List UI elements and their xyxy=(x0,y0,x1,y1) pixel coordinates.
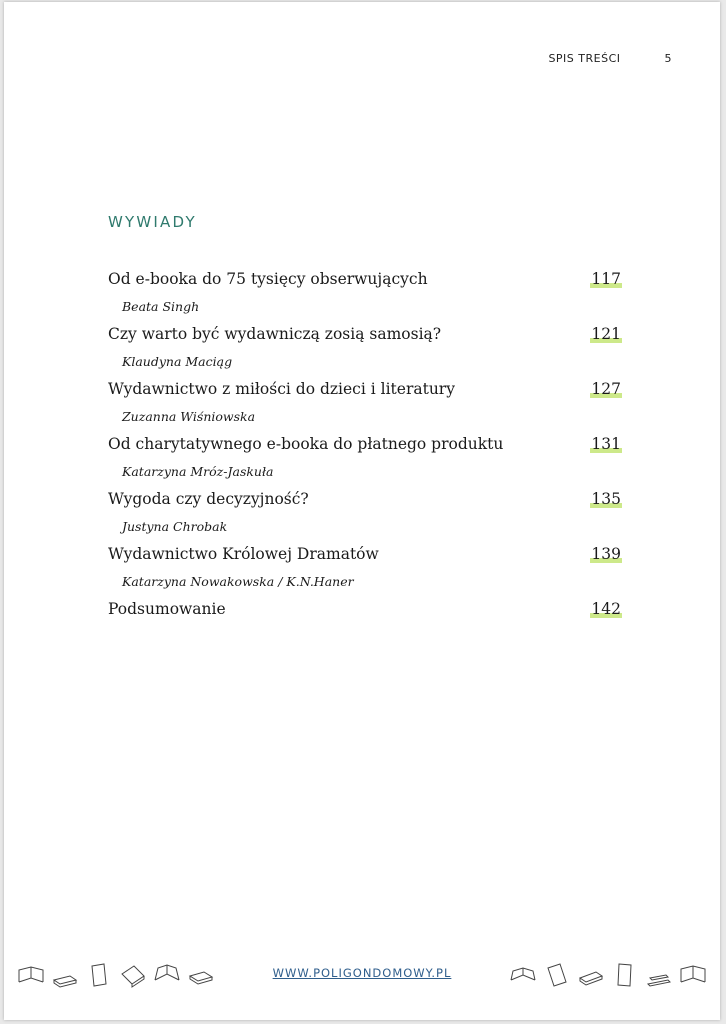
toc-entry-author: Katarzyna Nowakowska / K.N.Haner xyxy=(122,574,354,589)
open-book-icon xyxy=(508,960,538,990)
book-illustrations-right xyxy=(508,960,708,990)
toc-entry-page: 139 xyxy=(591,545,621,563)
toc-entry-page: 142 xyxy=(591,600,621,618)
toc-entry[interactable] xyxy=(108,265,622,320)
footer-website-link[interactable]: WWW.POLIGONDOMOWY.PL xyxy=(272,966,452,980)
page-footer xyxy=(4,960,720,992)
toc-entry-author: Klaudyna Maciąg xyxy=(122,354,233,369)
table-of-contents xyxy=(108,265,622,623)
open-book-icon xyxy=(678,960,708,990)
toc-entry[interactable] xyxy=(108,320,622,375)
toc-entry-title: Od charytatywnego e-booka do płatnego produktu xyxy=(108,435,504,453)
toc-entry[interactable] xyxy=(108,540,622,595)
toc-entry-page: 135 xyxy=(591,490,621,508)
toc-entry[interactable] xyxy=(108,375,622,430)
toc-entry-title: Czy warto być wydawniczą zosią samosią? xyxy=(108,325,442,343)
toc-entry-title: Od e-booka do 75 tysięcy obserwujących xyxy=(108,270,428,288)
toc-entry-author: Justyna Chrobak xyxy=(122,519,228,534)
toc-entry[interactable] xyxy=(108,595,622,623)
page-number: 5 xyxy=(664,52,672,65)
toc-entry-author: Katarzyna Mróz-Jaskuła xyxy=(122,464,274,479)
toc-entry-page: 131 xyxy=(591,435,621,453)
standing-book-icon xyxy=(610,960,640,990)
toc-entry-title: Wydawnictwo Królowej Dramatów xyxy=(108,545,379,563)
toc-entry-author: Zuzanna Wiśniowska xyxy=(122,409,256,424)
section-title: WYWIADY xyxy=(108,213,197,231)
tilted-book-icon xyxy=(542,960,572,990)
toc-entry[interactable] xyxy=(108,430,622,485)
running-head-section: SPIS TREŚCI xyxy=(548,52,621,65)
toc-entry-page: 121 xyxy=(591,325,621,343)
toc-entry-title: Wygoda czy decyzyjność? xyxy=(108,490,309,508)
toc-entry[interactable] xyxy=(108,485,622,540)
toc-entry-page: 117 xyxy=(591,270,621,288)
running-head xyxy=(548,52,672,65)
lying-book-icon xyxy=(576,960,606,990)
toc-entry-title: Podsumowanie xyxy=(108,600,226,618)
toc-entry-title: Wydawnictwo z miłości do dzieci i literatury xyxy=(108,380,455,398)
toc-entry-page: 127 xyxy=(591,380,621,398)
stacked-books-icon xyxy=(644,960,674,990)
toc-entry-author: Beata Singh xyxy=(122,299,200,314)
document-page xyxy=(4,2,720,1020)
